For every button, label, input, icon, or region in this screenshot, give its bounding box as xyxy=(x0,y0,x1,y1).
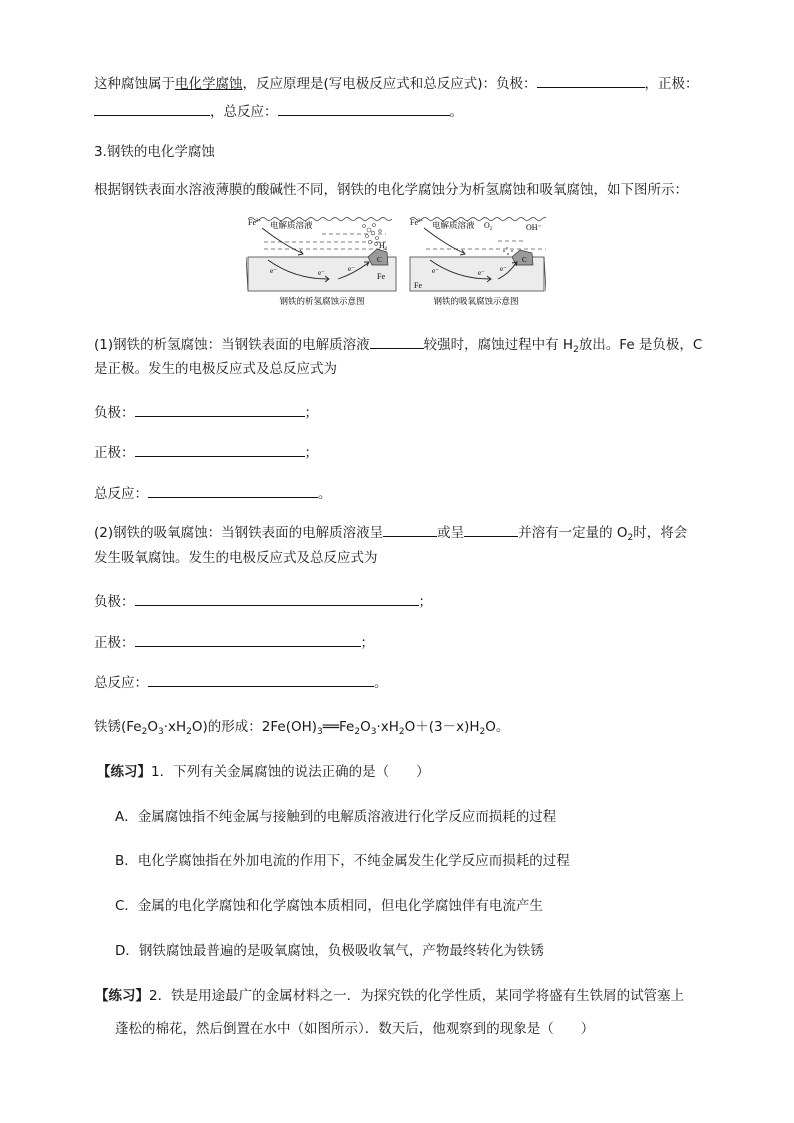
text: 或呈 xyxy=(437,525,465,541)
label: 总反应： xyxy=(94,675,148,691)
text: (2)钢铁的吸氧腐蚀：当钢铁表面的电解质溶液呈 xyxy=(94,525,384,541)
text: 1．下列有关金属腐蚀的说法正确的是（ ） xyxy=(151,764,430,780)
text: ·xH xyxy=(163,719,187,735)
h-total-reaction xyxy=(94,482,332,504)
answer-blank[interactable] xyxy=(464,521,518,537)
question-1-stem xyxy=(97,762,430,782)
answer-blank[interactable] xyxy=(383,521,437,537)
h-corrosion-line-1 xyxy=(94,333,702,355)
subscript: 3 xyxy=(370,727,377,737)
subscript: 3 xyxy=(317,727,323,737)
text: 2．铁是用途最广的金属材料之一．为探究铁的化学性质，某同学将盛有生铁屑的试管塞上 xyxy=(149,988,685,1004)
punct: 。 xyxy=(449,104,463,120)
text: 蓬松的棉花，然后倒置在水中（如图所示）．数天后，他观察到的现象是（ ） xyxy=(115,1021,595,1037)
hydroxide-label: OH⁻ xyxy=(526,223,542,232)
text: 是正极。发生的电极反应式及总反应式为 xyxy=(94,361,337,377)
metal-label: Fe xyxy=(414,281,422,290)
answer-blank[interactable] xyxy=(135,631,361,647)
option-text: A．金属腐蚀指不纯金属与接触到的电解质溶液进行化学反应而损耗的过程 xyxy=(115,809,557,825)
electron-label: e⁻ xyxy=(478,269,485,277)
figure-caption: 钢铁的吸氧腐蚀示意图 xyxy=(433,297,519,307)
section-desc-text: 根据钢铁表面水溶液薄膜的酸碱性不同，钢铁的电化学腐蚀分为析氢腐蚀和吸氧腐蚀，如下图所示： xyxy=(94,182,688,198)
o-negative-electrode xyxy=(94,590,432,612)
solution-label: 电解质溶液 xyxy=(432,221,475,231)
answer-blank[interactable] xyxy=(148,671,374,687)
answer-blank[interactable] xyxy=(135,401,305,417)
text: O xyxy=(147,719,158,735)
intro-line-2 xyxy=(94,100,463,122)
option-text: C．金属的电化学腐蚀和化学腐蚀本质相同，但电化学腐蚀伴有电流产生 xyxy=(115,898,543,914)
intro-text-b: ，反应原理是(写电极反应式和总反应式)：负极： xyxy=(242,76,537,92)
text: 发生吸氧腐蚀。发生的电极反应式及总反应式为 xyxy=(94,550,378,566)
answer-blank[interactable] xyxy=(370,333,424,349)
subscript: 2 xyxy=(479,727,486,737)
punct: 。 xyxy=(374,675,388,691)
text: O＋(3－x)H xyxy=(404,719,480,735)
carbon-label: C xyxy=(377,256,382,264)
metal-label: Fe xyxy=(377,272,385,281)
subscript: 2 xyxy=(186,727,192,737)
gas-label: $H_2$ xyxy=(379,241,388,252)
subscript: 2 xyxy=(141,727,148,737)
question-2-line-2 xyxy=(115,1019,594,1039)
subscript: 2 xyxy=(573,345,579,355)
ion-label: $Fe^{2+}$ xyxy=(248,218,262,227)
practice-tag: 【练习】 xyxy=(97,764,151,780)
answer-blank[interactable] xyxy=(94,100,210,116)
hydrogen-corrosion-panel xyxy=(246,218,396,308)
subscript: 2 xyxy=(354,727,361,737)
text: (1)钢铁的析氢腐蚀：当钢铁表面的电解质溶液 xyxy=(94,337,370,353)
punct: ； xyxy=(304,405,318,421)
answer-blank[interactable] xyxy=(135,441,305,457)
intro-text-c: ，正极： xyxy=(644,76,699,92)
subscript: 2 xyxy=(627,533,634,543)
o-total-reaction xyxy=(94,671,388,693)
ion-label: $Fe^{2+}$ xyxy=(410,218,424,227)
question-2-line-1 xyxy=(95,986,684,1006)
intro-line-1 xyxy=(94,72,699,94)
answer-blank[interactable] xyxy=(148,482,318,498)
question-1-option-d[interactable] xyxy=(115,941,544,961)
text: 时，将会 xyxy=(633,525,688,541)
label: 负极： xyxy=(94,594,135,610)
option-text: D．钢铁腐蚀最普遍的是吸氧腐蚀，负极吸收氧气，产物最终转化为铁锈 xyxy=(115,943,544,959)
solution-label: 电解质溶液 xyxy=(270,221,313,231)
subscript: 3 xyxy=(157,727,164,737)
oxygen-label: $O_2$ xyxy=(484,221,493,232)
o-corrosion-line-2 xyxy=(94,548,378,568)
text: 放出。Fe 是负极，C xyxy=(578,337,703,353)
text: O)的形成：2Fe(OH) xyxy=(191,719,318,735)
label: 正极： xyxy=(94,445,135,461)
question-1-option-a[interactable] xyxy=(115,807,556,827)
figure-caption: 钢铁的析氢腐蚀示意图 xyxy=(279,297,365,307)
carbon-label: C xyxy=(522,256,527,264)
answer-blank[interactable] xyxy=(537,72,645,88)
punct: ； xyxy=(304,445,318,461)
answer-blank[interactable] xyxy=(135,590,419,606)
corrosion-diagram xyxy=(246,213,546,309)
intro-underlined-term: 电化学腐蚀 xyxy=(175,76,243,92)
text: ══Fe xyxy=(322,719,355,735)
option-text: B．电化学腐蚀指在外加电流的作用下，不纯金属发生化学反应而损耗的过程 xyxy=(115,853,570,869)
label: 正极： xyxy=(94,635,135,651)
section-title-text: 3.钢铁的电化学腐蚀 xyxy=(94,144,215,160)
text: 铁锈(Fe xyxy=(94,719,142,735)
section-title xyxy=(94,142,215,162)
question-1-option-c[interactable] xyxy=(115,896,543,916)
intro-text: 这种腐蚀属于 xyxy=(94,76,175,92)
punct: ； xyxy=(418,594,432,610)
oxygen-corrosion-panel xyxy=(410,218,546,308)
text: O。 xyxy=(485,719,510,735)
electron-label: e⁻ xyxy=(500,265,507,273)
electron-label: e⁻ xyxy=(270,267,277,275)
h-negative-electrode xyxy=(94,401,318,423)
text: ·xH xyxy=(376,719,399,735)
rust-formation xyxy=(94,717,509,737)
punct: 。 xyxy=(318,486,332,502)
rust-dots xyxy=(503,247,513,255)
electron-label: e⁻ xyxy=(318,269,325,277)
practice-tag: 【练习】 xyxy=(95,988,149,1004)
h-positive-electrode xyxy=(94,441,318,463)
electron-label: e⁻ xyxy=(432,267,439,275)
text: 并溶有一定量的 O xyxy=(518,525,628,541)
answer-blank[interactable] xyxy=(278,100,450,116)
punct: ； xyxy=(360,635,374,651)
question-1-option-b[interactable] xyxy=(115,851,570,871)
text: O xyxy=(360,719,371,735)
label: 负极： xyxy=(94,405,135,421)
h-corrosion-line-2 xyxy=(94,359,337,379)
section-desc xyxy=(94,180,688,200)
o-corrosion-line-1 xyxy=(94,521,687,543)
label: 总反应： xyxy=(94,486,148,502)
text: 较强时，腐蚀过程中有 H xyxy=(423,337,574,353)
electron-label: e⁻ xyxy=(348,265,355,273)
subscript: 2 xyxy=(398,727,405,737)
solution-surface xyxy=(410,218,546,221)
o-positive-electrode xyxy=(94,631,374,653)
intro-text-d: ，总反应： xyxy=(210,104,278,120)
